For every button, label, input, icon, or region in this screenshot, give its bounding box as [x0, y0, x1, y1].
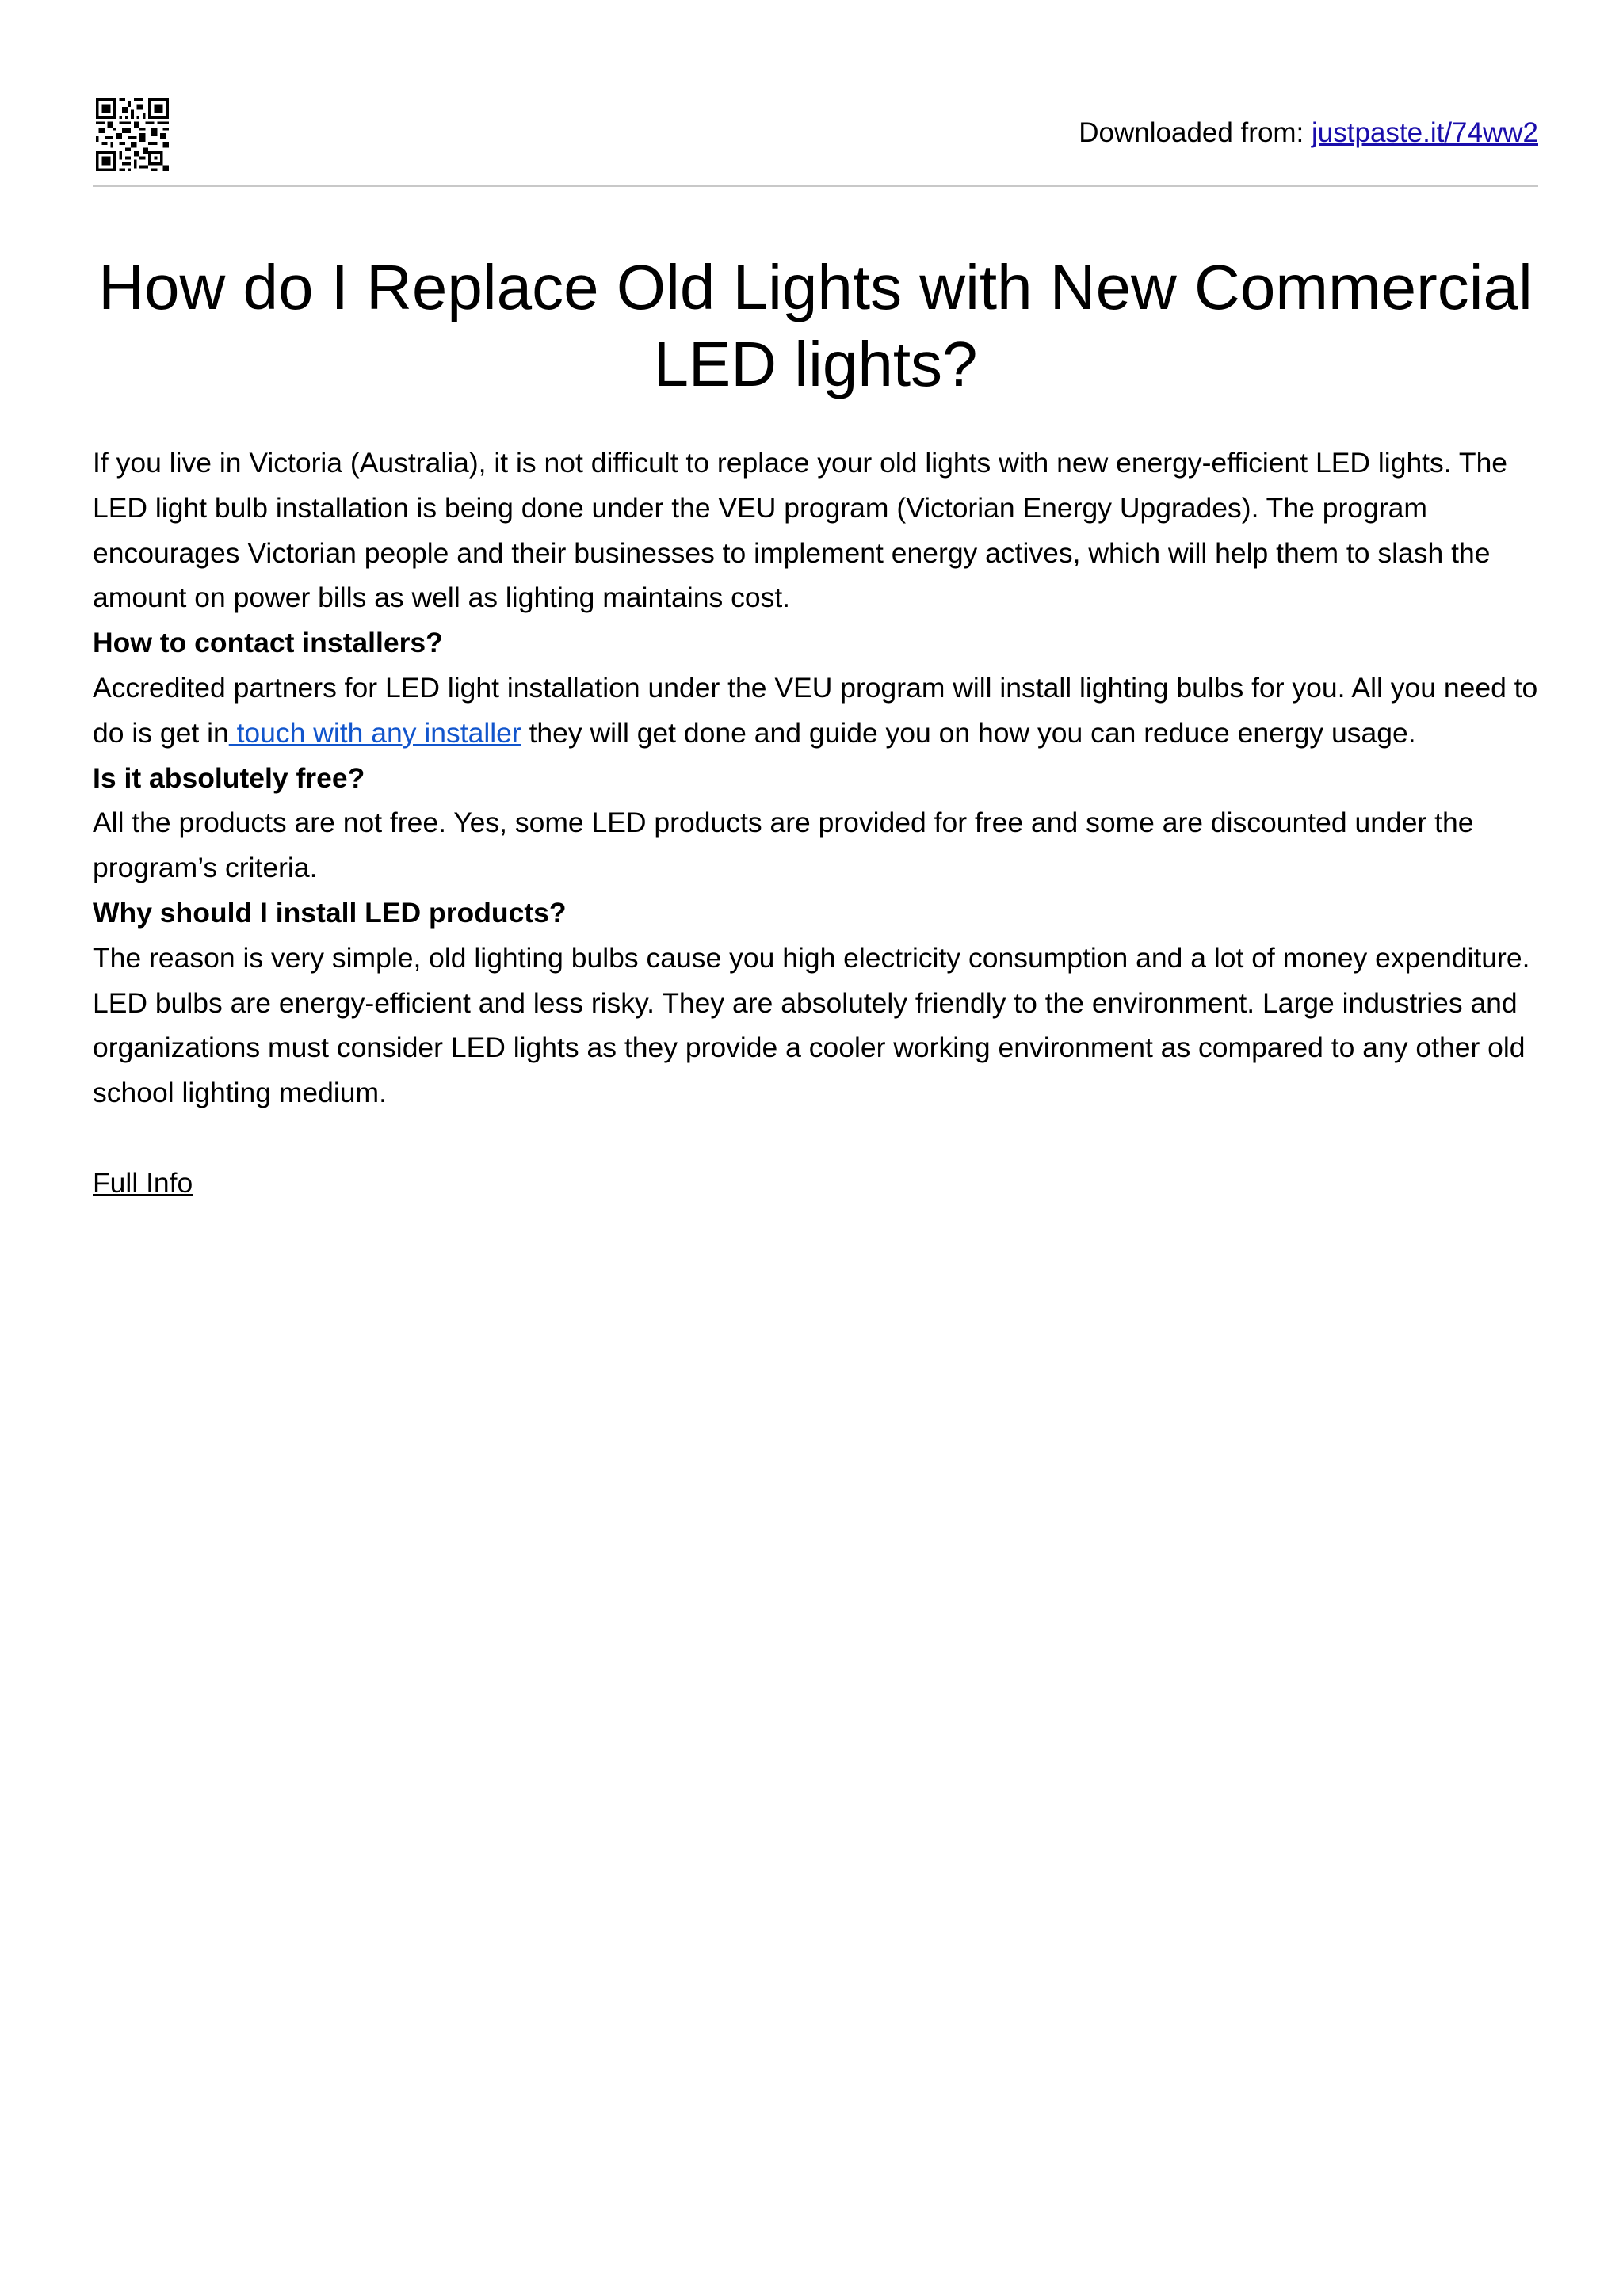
full-info-link[interactable]: Full Info	[93, 1166, 193, 1199]
section-heading-why: Why should I install LED products?	[93, 896, 567, 929]
title-line-2: LED lights?	[653, 329, 978, 399]
document-body	[93, 441, 1538, 1206]
title-line-1: How do I Replace Old Lights with New Commercial	[98, 252, 1533, 322]
full-info-paragraph	[93, 1161, 1538, 1206]
downloaded-from-label: Downloaded from:	[1079, 117, 1312, 148]
section-text-contact-before: Accredited partners for LED light installation under the VEU program will install lighting bulbs for you. All you need to do is get in	[93, 671, 1538, 749]
installer-link[interactable]: touch with any installer	[228, 716, 521, 749]
qr-code-icon	[96, 98, 169, 171]
page-header	[93, 93, 1538, 187]
section-heading-free: Is it absolutely free?	[93, 761, 365, 794]
intro-paragraph: If you live in Victoria (Australia), it is not difficult to replace your old lights with new energy-efficient LED lights. The LED light bulb installation is being done under the VEU program (Victorian Energy Upgrades). The program encourages Victorian people and their businesses to implement energy actives, which will help them to slash the amount on power bills as well as lighting maintains cost.	[93, 447, 1508, 614]
section-text-free: All the products are not free. Yes, some LED products are provided for free and some are discounted under the program’s criteria.	[93, 807, 1474, 884]
section-heading-contact: How to contact installers?	[93, 627, 443, 659]
source-link[interactable]: justpaste.it/74ww2	[1312, 117, 1538, 148]
section-text-contact	[93, 666, 1538, 756]
section-text-contact-after: they will get done and guide you on how you can reduce energy usage.	[521, 716, 1416, 749]
downloaded-from	[1079, 116, 1538, 151]
document-title	[93, 249, 1538, 402]
section-text-why: The reason is very simple, old lighting bulbs cause you high electricity consumption and a lot of money expenditure. LED bulbs are energy-efficient and less risky. They are absolutely friendly to the environment. Large industries and organizations must consider LED lights as they provide a cooler working environment as compared to any other old school lighting medium.	[93, 941, 1530, 1109]
spacer	[93, 1116, 1538, 1161]
